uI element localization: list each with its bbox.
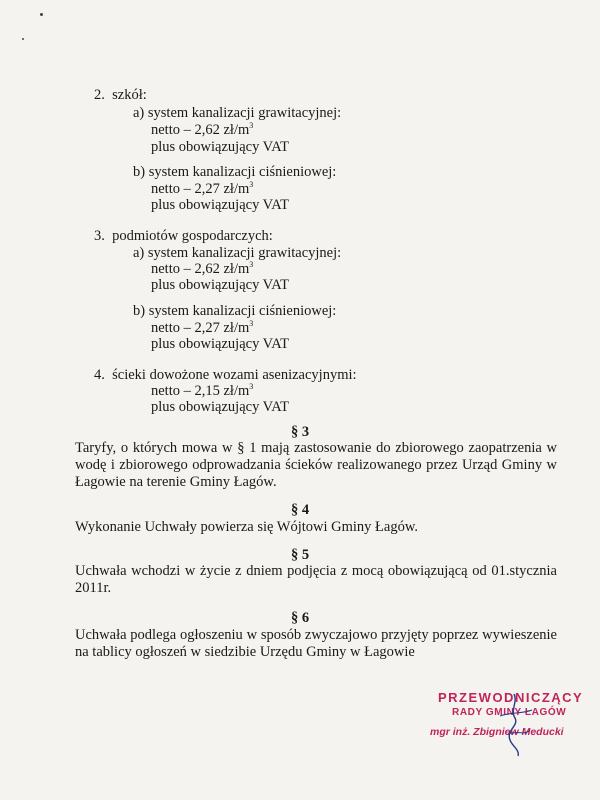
item-2-heading: 2. szkół:	[94, 87, 147, 103]
scan-speck	[22, 38, 24, 40]
section-3-heading: § 3	[290, 424, 310, 440]
item-3b-price: netto – 2,27 $zł/m^3$	[151, 319, 254, 336]
section-5-text: Uchwała wchodzi w życie z dniem podjęcia z mocą obowiązującą od 01.stycznia 2011r.	[75, 563, 557, 596]
item-2a-label: a) system kanalizacji grawitacyjnej:	[133, 105, 342, 121]
item-2b-label: b) system kanalizacji ciśnieniowej:	[133, 164, 337, 180]
item-4-heading: 4. ścieki dowożone wozami asenizacyjnymi:	[94, 367, 357, 383]
item-3-heading: 3. podmiotów gospodarczych:	[94, 228, 273, 244]
section-4-text: Wykonanie Uchwały powierza się Wójtowi Gminy Łagów.	[75, 519, 419, 535]
stamp-title: PRZEWODNICZĄCY	[438, 690, 584, 705]
item-2b-vat: plus obowiązujący VAT	[151, 197, 290, 213]
section-6-text: Uchwała podlega ogłoszeniu w sposób zwyczajowo przyjęty poprzez wywieszenie na tablicy ogłoszeń w siedzibie Urzędu Gminy w Łagowie	[75, 627, 557, 660]
item-2a-vat: plus obowiązujący VAT	[151, 139, 290, 155]
section-5-heading: § 5	[290, 547, 310, 563]
handwritten-signature	[488, 690, 548, 760]
item-3a-label: a) system kanalizacji grawitacyjnej:	[133, 245, 342, 261]
item-3b-label: b) system kanalizacji ciśnieniowej:	[133, 303, 337, 319]
item-4-price: netto – 2,15 $zł/m^3$	[151, 382, 254, 399]
item-2a-price: netto – 2,62 $zł/m^3$	[151, 121, 254, 138]
stamp-signatory: mgr inż. Zbigniew Meducki	[430, 726, 564, 738]
item-3b-vat: plus obowiązujący VAT	[151, 336, 290, 352]
section-4-heading: § 4	[290, 502, 310, 518]
stamp-subtitle: RADY GMINY ŁAGÓW	[452, 707, 567, 718]
item-3a-price: netto – 2,62 $zł/m^3$	[151, 260, 254, 277]
scan-speck	[40, 13, 43, 16]
section-3-text: Taryfy, o których mowa w § 1 mają zastosowanie do zbiorowego zaopatrzenia w wodę i zbiorowego odprowadzania ścieków realizowanego przez Urząd Gminy w Łagowie na terenie Gminy Łagów.	[75, 440, 557, 490]
section-6-heading: § 6	[290, 610, 310, 626]
item-4-vat: plus obowiązujący VAT	[151, 399, 290, 415]
item-3a-vat: plus obowiązujący VAT	[151, 277, 290, 293]
item-2b-price: netto – 2,27 $zł/m^3$	[151, 180, 254, 197]
